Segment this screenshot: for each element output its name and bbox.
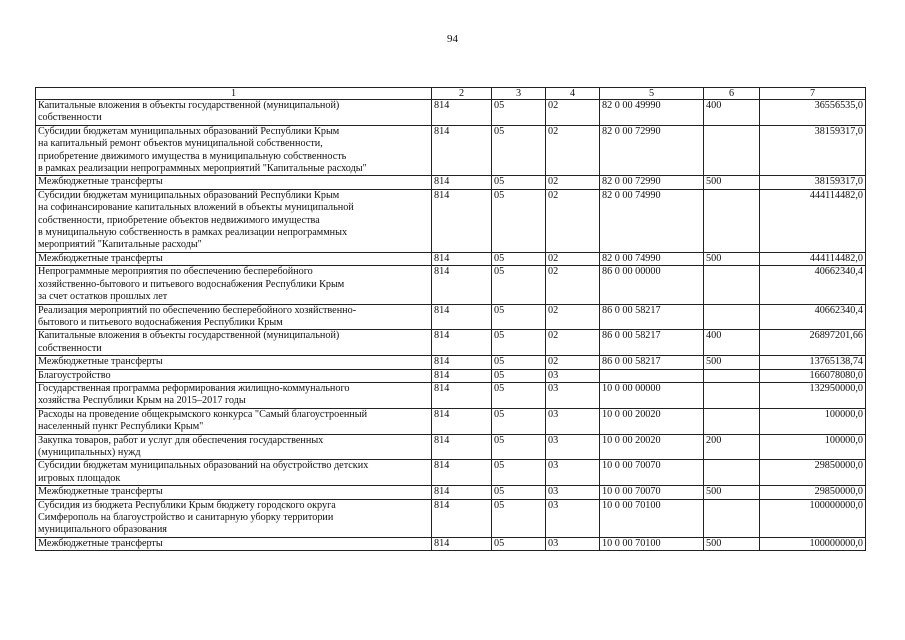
ministry-code-cell: 814 <box>432 486 492 499</box>
row-name-cell: Субсидии бюджетам муниципальных образований Республики Крым на капитальный ремонт объектов муниципальной собственности, приобретение движимого имущества в муниципальную собственность в рамках реализации непрограммных мероприятий "Капитальные расходы" <box>36 125 432 176</box>
header-row <box>36 88 866 100</box>
section-code-cell: 05 <box>492 356 546 369</box>
table-row <box>36 189 866 252</box>
section-code-cell: 05 <box>492 100 546 126</box>
expense-type-cell <box>704 189 760 252</box>
subsection-code-cell: 03 <box>546 408 600 434</box>
subsection-code-cell: 03 <box>546 460 600 486</box>
amount-cell: 100000000,0 <box>760 537 866 550</box>
ministry-code-cell: 814 <box>432 434 492 460</box>
column-header: 3 <box>492 88 546 100</box>
table-row <box>36 100 866 126</box>
table-row <box>36 369 866 382</box>
ministry-code-cell: 814 <box>432 252 492 265</box>
table-row <box>36 304 866 330</box>
expense-type-cell: 400 <box>704 330 760 356</box>
subsection-code-cell: 03 <box>546 486 600 499</box>
expense-type-cell <box>704 382 760 408</box>
expense-type-cell <box>704 408 760 434</box>
table-row <box>36 499 866 537</box>
expense-type-cell: 500 <box>704 486 760 499</box>
row-name-cell: Расходы на проведение общекрымского конкурса "Самый благоустроенный населенный пункт Республики Крым" <box>36 408 432 434</box>
target-article-cell: 82 0 00 72990 <box>600 176 704 189</box>
table-row <box>36 460 866 486</box>
expense-type-cell <box>704 304 760 330</box>
subsection-code-cell: 03 <box>546 537 600 550</box>
amount-cell: 38159317,0 <box>760 125 866 176</box>
section-code-cell: 05 <box>492 486 546 499</box>
row-name-cell: Межбюджетные трансферты <box>36 356 432 369</box>
subsection-code-cell: 02 <box>546 125 600 176</box>
row-name-cell: Межбюджетные трансферты <box>36 537 432 550</box>
expense-type-cell: 400 <box>704 100 760 126</box>
section-code-cell: 05 <box>492 176 546 189</box>
table-row <box>36 382 866 408</box>
row-name-cell: Межбюджетные трансферты <box>36 252 432 265</box>
target-article-cell: 10 0 00 70100 <box>600 537 704 550</box>
expense-type-cell <box>704 369 760 382</box>
section-code-cell: 05 <box>492 382 546 408</box>
subsection-code-cell: 02 <box>546 356 600 369</box>
table-row <box>36 356 866 369</box>
table-row <box>36 266 866 304</box>
subsection-code-cell: 02 <box>546 252 600 265</box>
ministry-code-cell: 814 <box>432 125 492 176</box>
row-name-cell: Благоустройство <box>36 369 432 382</box>
row-name-cell: Субсидии бюджетам муниципальных образований на обустройство детских игровых площадок <box>36 460 432 486</box>
ministry-code-cell: 814 <box>432 369 492 382</box>
ministry-code-cell: 814 <box>432 537 492 550</box>
amount-cell: 444114482,0 <box>760 189 866 252</box>
target-article-cell: 10 0 00 70100 <box>600 499 704 537</box>
section-code-cell: 05 <box>492 499 546 537</box>
row-name-cell: Капитальные вложения в объекты государственной (муниципальной) собственности <box>36 100 432 126</box>
target-article-cell: 10 0 00 20020 <box>600 434 704 460</box>
ministry-code-cell: 814 <box>432 382 492 408</box>
ministry-code-cell: 814 <box>432 356 492 369</box>
subsection-code-cell: 02 <box>546 100 600 126</box>
column-header: 6 <box>704 88 760 100</box>
subsection-code-cell: 03 <box>546 369 600 382</box>
section-code-cell: 05 <box>492 460 546 486</box>
target-article-cell: 86 0 00 58217 <box>600 304 704 330</box>
table-row <box>36 176 866 189</box>
target-article-cell: 82 0 00 72990 <box>600 125 704 176</box>
expense-type-cell <box>704 125 760 176</box>
amount-cell: 444114482,0 <box>760 252 866 265</box>
target-article-cell: 82 0 00 74990 <box>600 252 704 265</box>
ministry-code-cell: 814 <box>432 499 492 537</box>
ministry-code-cell: 814 <box>432 176 492 189</box>
row-name-cell: Государственная программа реформирования жилищно-коммунального хозяйства Республики Крым на 2015–2017 годы <box>36 382 432 408</box>
amount-cell: 40662340,4 <box>760 304 866 330</box>
table-row <box>36 408 866 434</box>
section-code-cell: 05 <box>492 125 546 176</box>
target-article-cell: 10 0 00 70070 <box>600 486 704 499</box>
row-name-cell: Капитальные вложения в объекты государственной (муниципальной) собственности <box>36 330 432 356</box>
column-header: 4 <box>546 88 600 100</box>
amount-cell: 29850000,0 <box>760 486 866 499</box>
table-row <box>36 434 866 460</box>
section-code-cell: 05 <box>492 266 546 304</box>
row-name-cell: Субсидии бюджетам муниципальных образований Республики Крым на софинансирование капитальных вложений в объекты муниципальной собственности, приобретение объектов недвижимого имущества в муниципальную собственность в рамках реализации непрограммных мероприятий "Капитальные расходы" <box>36 189 432 252</box>
expense-type-cell <box>704 460 760 486</box>
amount-cell: 100000,0 <box>760 408 866 434</box>
expense-type-cell: 500 <box>704 356 760 369</box>
expense-type-cell: 500 <box>704 537 760 550</box>
amount-cell: 26897201,66 <box>760 330 866 356</box>
amount-cell: 38159317,0 <box>760 176 866 189</box>
ministry-code-cell: 814 <box>432 460 492 486</box>
target-article-cell: 10 0 00 00000 <box>600 382 704 408</box>
target-article-cell: 10 0 00 20020 <box>600 408 704 434</box>
amount-cell: 36556535,0 <box>760 100 866 126</box>
section-code-cell: 05 <box>492 537 546 550</box>
section-code-cell: 05 <box>492 434 546 460</box>
subsection-code-cell: 03 <box>546 382 600 408</box>
section-code-cell: 05 <box>492 189 546 252</box>
row-name-cell: Закупка товаров, работ и услуг для обеспечения государственных (муниципальных) нужд <box>36 434 432 460</box>
ministry-code-cell: 814 <box>432 408 492 434</box>
target-article-cell <box>600 369 704 382</box>
subsection-code-cell: 03 <box>546 434 600 460</box>
section-code-cell: 05 <box>492 304 546 330</box>
subsection-code-cell: 02 <box>546 304 600 330</box>
subsection-code-cell: 02 <box>546 266 600 304</box>
target-article-cell: 86 0 00 00000 <box>600 266 704 304</box>
expense-type-cell <box>704 266 760 304</box>
subsection-code-cell: 03 <box>546 499 600 537</box>
row-name-cell: Реализация мероприятий по обеспечению бесперебойного хозяйственно- бытового и питьевого водоснабжения Республики Крым <box>36 304 432 330</box>
expense-type-cell: 500 <box>704 252 760 265</box>
row-name-cell: Межбюджетные трансферты <box>36 486 432 499</box>
expense-type-cell: 200 <box>704 434 760 460</box>
budget-table <box>35 87 866 551</box>
amount-cell: 100000000,0 <box>760 499 866 537</box>
ministry-code-cell: 814 <box>432 266 492 304</box>
amount-cell: 13765138,74 <box>760 356 866 369</box>
ministry-code-cell: 814 <box>432 330 492 356</box>
column-header: 7 <box>760 88 866 100</box>
section-code-cell: 05 <box>492 252 546 265</box>
section-code-cell: 05 <box>492 330 546 356</box>
table-row <box>36 125 866 176</box>
row-name-cell: Субсидия из бюджета Республики Крым бюджету городского округа Симферополь на благоустройство и санитарную уборку территории муниципального образования <box>36 499 432 537</box>
subsection-code-cell: 02 <box>546 330 600 356</box>
subsection-code-cell: 02 <box>546 189 600 252</box>
subsection-code-cell: 02 <box>546 176 600 189</box>
ministry-code-cell: 814 <box>432 100 492 126</box>
amount-cell: 29850000,0 <box>760 460 866 486</box>
target-article-cell: 10 0 00 70070 <box>600 460 704 486</box>
amount-cell: 100000,0 <box>760 434 866 460</box>
row-name-cell: Непрограммные мероприятия по обеспечению бесперебойного хозяйственно-бытового и питьевого водоснабжения Республики Крым за счет остатков прошлых лет <box>36 266 432 304</box>
table-row <box>36 252 866 265</box>
column-header: 1 <box>36 88 432 100</box>
section-code-cell: 05 <box>492 408 546 434</box>
target-article-cell: 86 0 00 58217 <box>600 356 704 369</box>
expense-type-cell <box>704 499 760 537</box>
target-article-cell: 86 0 00 58217 <box>600 330 704 356</box>
column-header: 5 <box>600 88 704 100</box>
expense-type-cell: 500 <box>704 176 760 189</box>
target-article-cell: 82 0 00 74990 <box>600 189 704 252</box>
amount-cell: 40662340,4 <box>760 266 866 304</box>
amount-cell: 132950000,0 <box>760 382 866 408</box>
row-name-cell: Межбюджетные трансферты <box>36 176 432 189</box>
target-article-cell: 82 0 00 49990 <box>600 100 704 126</box>
table-body <box>36 100 866 551</box>
table-row <box>36 330 866 356</box>
table-row <box>36 537 866 550</box>
table-row <box>36 486 866 499</box>
page-number: 94 <box>447 33 458 45</box>
ministry-code-cell: 814 <box>432 304 492 330</box>
section-code-cell: 05 <box>492 369 546 382</box>
column-header: 2 <box>432 88 492 100</box>
ministry-code-cell: 814 <box>432 189 492 252</box>
amount-cell: 166078080,0 <box>760 369 866 382</box>
